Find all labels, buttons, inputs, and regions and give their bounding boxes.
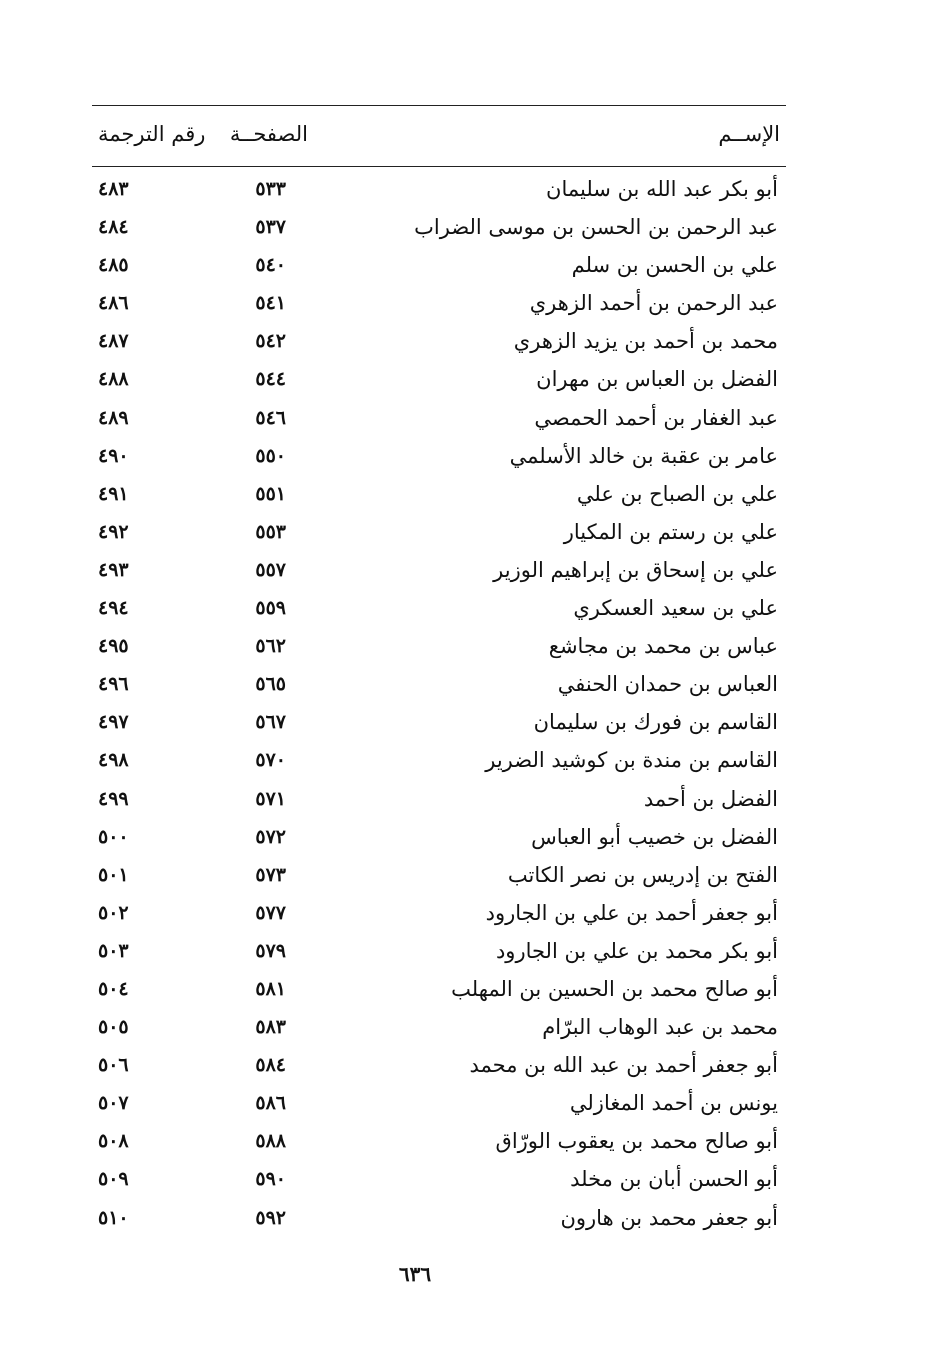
entry-number: ٤٩٤ (98, 597, 129, 620)
entry-name: عباس بن محمد بن مجاشع (548, 634, 778, 659)
entry-number: ٤٨٨ (98, 368, 129, 391)
table-row (92, 247, 786, 285)
table-row (92, 628, 786, 666)
header-entry-number: رقم الترجمة (98, 122, 206, 146)
header-rule (92, 166, 786, 167)
entry-name: القاسم بن مندة بن كوشيد الضرير (485, 748, 778, 773)
table-row (92, 781, 786, 819)
entry-name: القاسم بن فورك بن سليمان (533, 710, 778, 735)
entry-page: ٥٥١ (255, 482, 286, 505)
table-row (92, 933, 786, 971)
entry-page: ٥٤٠ (255, 254, 286, 277)
entry-name: علي بن سعيد العسكري (573, 596, 778, 621)
entry-page: ٥٤١ (255, 292, 286, 315)
header-name: الإســم (718, 122, 780, 146)
entry-number: ٤٩٥ (98, 635, 129, 658)
entry-page: ٥٤٤ (255, 368, 286, 391)
entry-name: الفتح بن إدريس بن نصر الكاتب (507, 862, 778, 887)
entry-number: ٤٩١ (98, 482, 129, 505)
table-row (92, 819, 786, 857)
entry-page: ٥٥٧ (255, 558, 286, 581)
table-row (92, 552, 786, 590)
entry-page: ٥٨٣ (255, 1016, 286, 1039)
entry-page: ٥٧٢ (255, 825, 286, 848)
entry-number: ٥٠٦ (98, 1054, 129, 1077)
entry-number: ٤٩٧ (98, 711, 129, 734)
entry-page: ٥٦٧ (255, 711, 286, 734)
table-row (92, 1047, 786, 1085)
table-header (92, 118, 786, 154)
table-row (92, 1009, 786, 1047)
entry-name: أبو بكر عبد الله بن سليمان (546, 177, 778, 201)
entry-name: علي بن الصباح بن علي (576, 481, 778, 506)
table-row (92, 514, 786, 552)
entry-name: عبد الرحمن بن أحمد الزهري (529, 291, 778, 316)
entry-page: ٥٧١ (255, 787, 286, 810)
entry-name: أبو جعفر محمد بن هارون (560, 1205, 778, 1230)
entry-page: ٥٧٩ (255, 939, 286, 962)
table-row (92, 1200, 786, 1238)
table-row (92, 971, 786, 1009)
entry-name: عبد الرحمن بن الحسن بن موسى الضراب (414, 215, 778, 240)
entry-number: ٤٩٠ (98, 444, 129, 467)
entry-number: ٥٠٥ (98, 1016, 129, 1039)
entry-name: محمد بن عبد الوهاب البرّام (542, 1015, 778, 1040)
entry-name: أبو صالح محمد بن يعقوب الورّاق (495, 1129, 778, 1154)
entry-page: ٥٩٠ (255, 1168, 286, 1191)
table-row (92, 285, 786, 323)
entry-page: ٥٧٧ (255, 901, 286, 924)
entry-name: الفضل بن خصيب أبو العباس (531, 824, 778, 849)
entry-page: ٥٣٣ (255, 178, 286, 200)
entry-page: ٥٣٧ (255, 216, 286, 239)
entry-name: علي بن الحسن بن سلم (571, 253, 778, 278)
table-row (92, 438, 786, 476)
table-row (92, 666, 786, 704)
table-row (92, 400, 786, 438)
entry-number: ٤٨٦ (98, 292, 129, 315)
entry-name: أبو جعفر أحمد بن علي بن الجارود (485, 900, 778, 925)
entry-page: ٥٥٩ (255, 597, 286, 620)
entry-number: ٤٩٢ (98, 520, 129, 543)
entry-number: ٤٩٦ (98, 673, 129, 696)
page-number: ٦٣٦ (398, 1262, 432, 1286)
entry-page: ٥٥٠ (255, 444, 286, 467)
entry-name: العباس بن حمدان الحنفي (557, 672, 778, 697)
entry-name: علي بن رستم بن المكيار (563, 519, 778, 544)
entry-page: ٥٥٣ (255, 520, 286, 543)
table-row (92, 323, 786, 361)
entry-number: ٤٩٣ (98, 558, 129, 581)
top-rule (92, 105, 786, 106)
entry-name: أبو صالح محمد بن الحسين بن المهلب (451, 976, 778, 1001)
entry-number: ٥١٠ (98, 1206, 129, 1229)
entry-name: عامر بن عقبة بن خالد الأسلمي (509, 443, 778, 468)
entry-number: ٥٠٠ (98, 825, 129, 848)
table-row (92, 895, 786, 933)
table-row (92, 1085, 786, 1123)
entry-page: ٥٤٦ (255, 406, 286, 429)
header-page: الصفحــة (229, 122, 308, 146)
entry-name: يونس بن أحمد المغازلي (569, 1091, 778, 1116)
entry-name: محمد بن أحمد بن يزيد الزهري (513, 329, 778, 354)
entry-name: أبو جعفر أحمد بن عبد الله بن محمد (469, 1053, 778, 1078)
entry-page: ٥٧٣ (255, 863, 286, 886)
entry-page: ٥٨١ (255, 977, 286, 1000)
entry-number: ٤٨٣ (98, 178, 129, 200)
entry-number: ٥٠٩ (98, 1168, 129, 1191)
entry-name: عبد الغفار بن أحمد الحمصي (534, 405, 778, 430)
table-row (92, 590, 786, 628)
entry-number: ٥٠٧ (98, 1092, 129, 1115)
table-row (92, 171, 786, 209)
entry-page: ٥٦٢ (255, 635, 286, 658)
entry-page: ٥٧٠ (255, 749, 286, 772)
entry-number: ٤٩٩ (98, 787, 129, 810)
entry-number: ٥٠٣ (98, 939, 129, 962)
entry-number: ٤٨٥ (98, 254, 129, 277)
table-row (92, 361, 786, 399)
entry-name: الفضل بن العباس بن مهران (536, 367, 778, 392)
entry-name: علي بن إسحاق بن إبراهيم الوزير (493, 557, 778, 582)
table-row (92, 1161, 786, 1199)
table-row (92, 1123, 786, 1161)
entry-number: ٤٨٧ (98, 330, 129, 353)
table-row (92, 742, 786, 780)
entry-page: ٥٨٤ (255, 1054, 286, 1077)
entry-name: الفضل بن أحمد (643, 786, 778, 811)
table-row (92, 857, 786, 895)
entry-number: ٤٨٩ (98, 406, 129, 429)
entry-number: ٤٩٨ (98, 749, 129, 772)
entry-number: ٥٠٨ (98, 1130, 129, 1153)
entry-page: ٥٨٨ (255, 1130, 286, 1153)
entry-number: ٥٠١ (98, 863, 129, 886)
entry-page: ٥٨٦ (255, 1092, 286, 1115)
index-table (92, 171, 786, 1238)
entry-page: ٥٩٢ (255, 1206, 286, 1229)
entry-number: ٥٠٤ (98, 977, 129, 1000)
entry-number: ٤٨٤ (98, 216, 129, 239)
entry-page: ٥٤٢ (255, 330, 286, 353)
table-row (92, 209, 786, 247)
entry-name: أبو بكر محمد بن علي بن الجارود (495, 938, 778, 963)
entry-page: ٥٦٥ (255, 673, 286, 696)
entry-name: أبو الحسن أبان بن مخلد (570, 1167, 778, 1192)
table-row (92, 704, 786, 742)
entry-number: ٥٠٢ (98, 901, 129, 924)
table-row (92, 476, 786, 514)
